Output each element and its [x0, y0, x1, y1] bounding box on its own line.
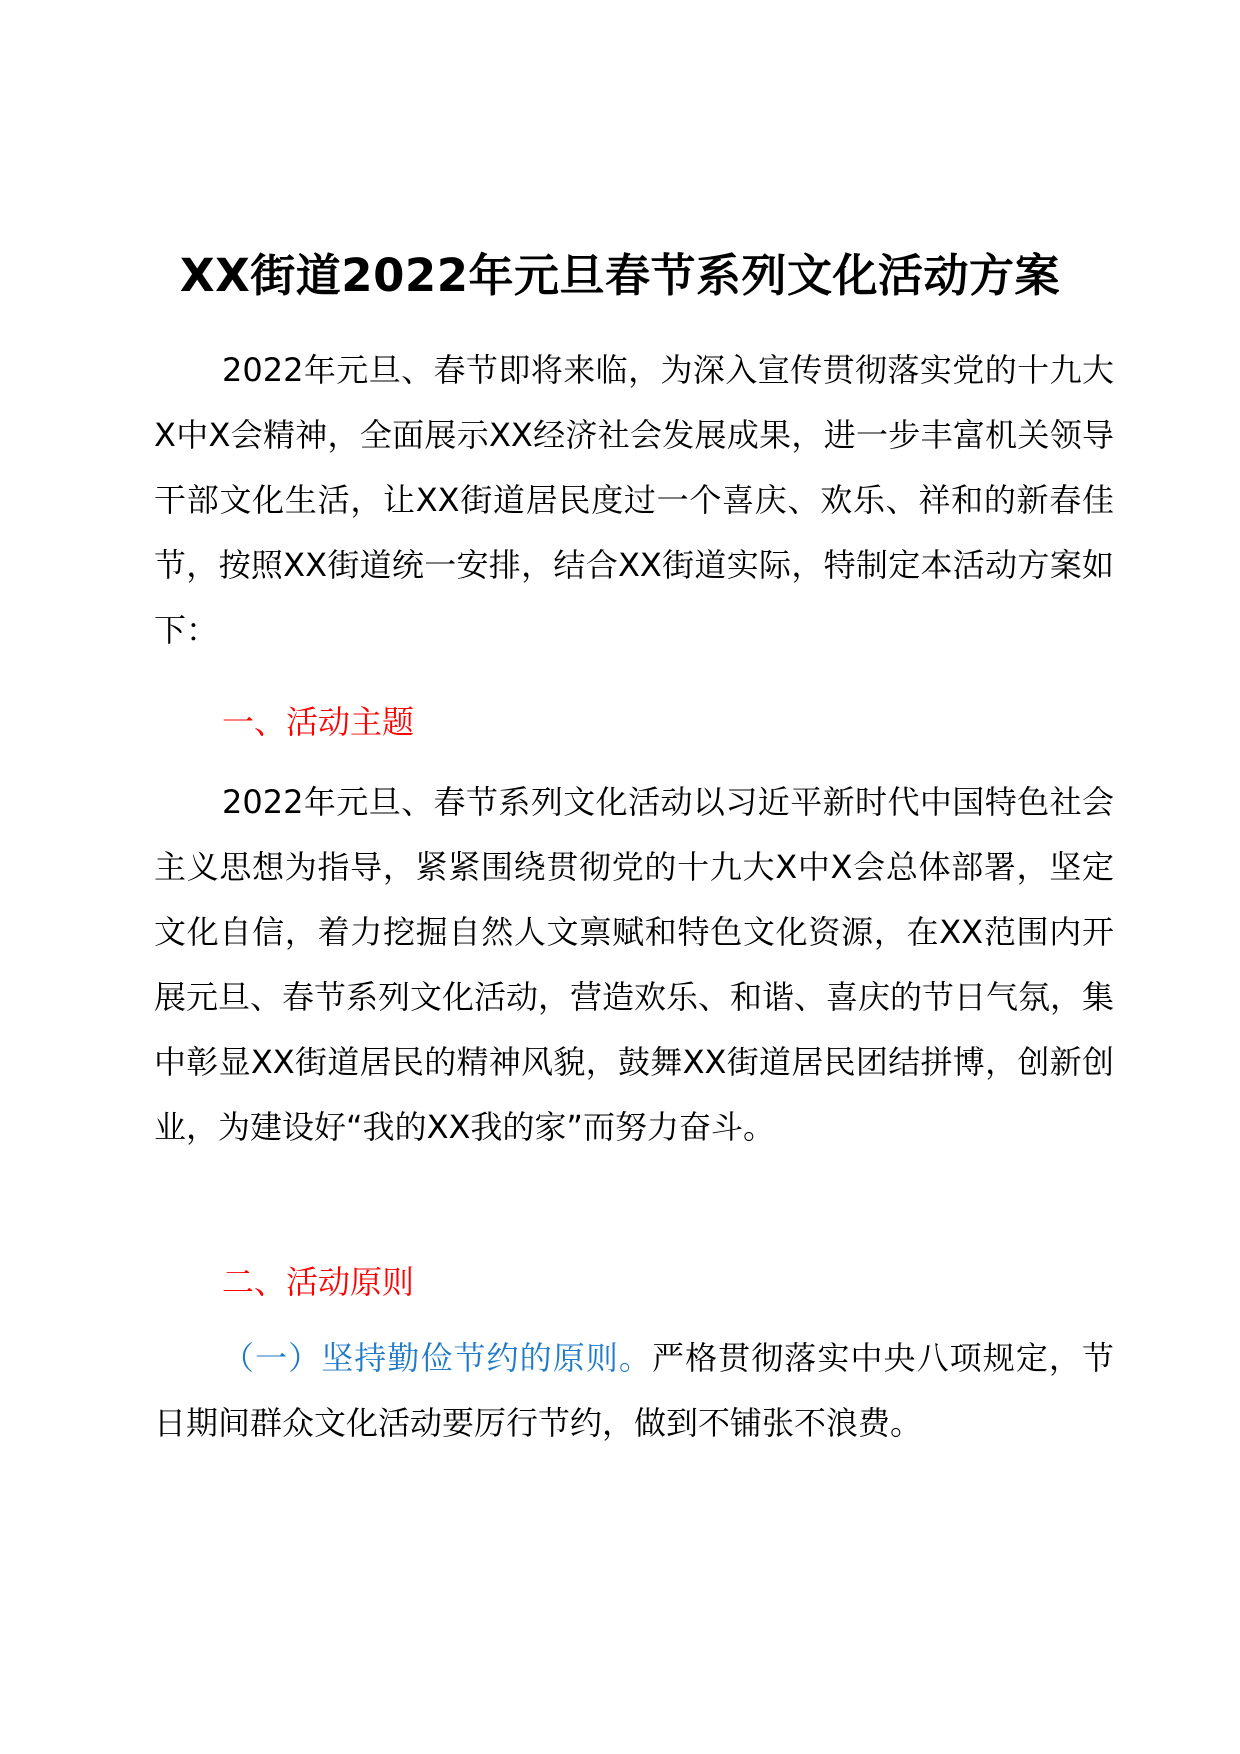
principle-text: 严格贯彻落实中央八项规定，节日期间群众文化活动要厉行节约，做到不铺张不浪费。 [154, 1339, 1114, 1442]
section-heading-principles: 二、活动原则 [222, 1263, 415, 1301]
document-title: XX街道2022年元旦春节系列文化活动方案 [179, 249, 1061, 302]
theme-paragraph: 2022年元旦、春节系列文化活动以习近平新时代中国特色社会主义思想为指导，紧紧围绕贯彻党的十九大X中X会总体部署，坚定文化自信，着力挖掘自然人文禀赋和特色文化资源，在XX范围内开展元旦、春节系列文化活动，营造欢乐、和谐、喜庆的节日气氛，集中彰显XX街道居民的精神风貌，鼓舞XX街道居民团结拼博，创新创业，为建设好“我的XX我的家”而努力奋斗。 [154, 783, 1115, 1146]
principle-lead: （一）坚持勤俭节约的原则。 [222, 1339, 652, 1377]
section-heading-theme: 一、活动主题 [222, 703, 415, 741]
intro-paragraph: 2022年元旦、春节即将来临，为深入宣传贯彻落实党的十九大X中X会精神，全面展示XX经济社会发展成果，进一步丰富机关领导干部文化生活，让XX街道居民度过一个喜庆、欢乐、祥和的新春佳节，按照XX街道统一安排，结合XX街道实际，特制定本活动方案如下： [154, 351, 1114, 649]
principle-paragraph [154, 1326, 1114, 1456]
